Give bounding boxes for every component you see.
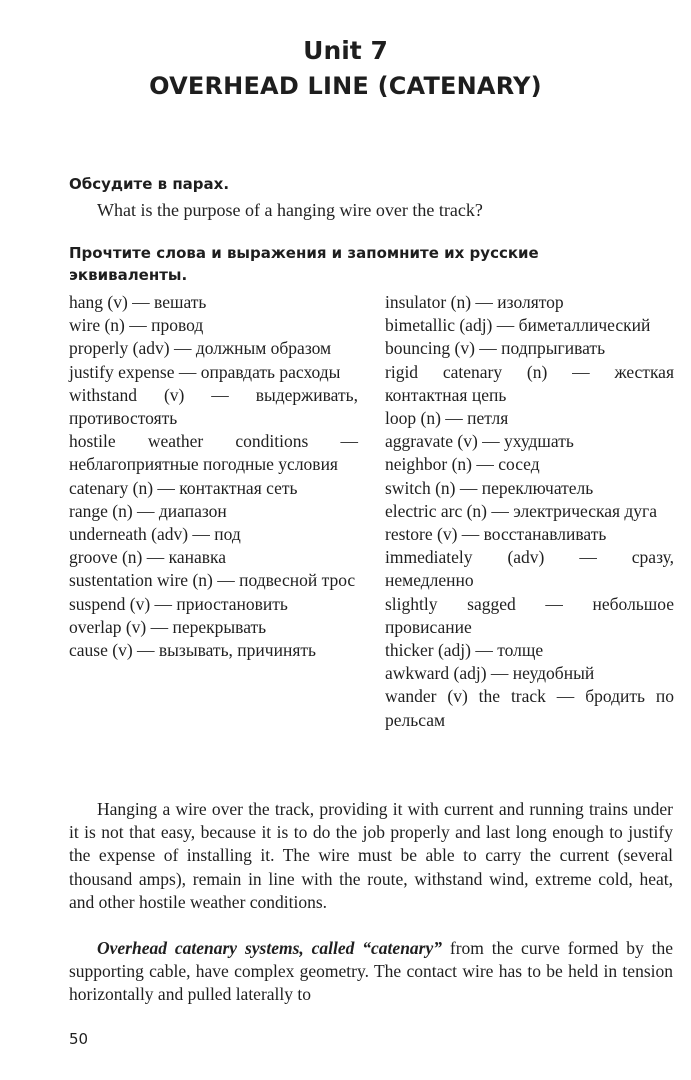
vocab-entry: catenary (n) — контактная сеть (69, 477, 298, 498)
unit-number: Unit 7 (303, 36, 388, 65)
vocab-entry: immediately (adv) — сразу, немедленно (385, 547, 674, 591)
vocab-entry: suspend (v) — приостановить (69, 593, 288, 614)
unit-title: OVERHEAD LINE (CATENARY) (149, 72, 542, 100)
key-term: Overhead catenary systems, called “catenary” (97, 938, 443, 958)
vocab-entry: loop (n) — петля (385, 408, 509, 429)
vocab-entry: bouncing (v) — подпрыгивать (385, 338, 606, 359)
paragraph-text: from the curve formed by the supporting cable, have complex geometry. The contact wire has to be held in tension horizontally and pulled laterally to (69, 938, 673, 1005)
vocabulary-right-column (385, 291, 674, 732)
vocab-entry: withstand (v) — выдерживать, противостоять (69, 384, 358, 429)
vocab-entry: wander (v) the track — бродить по рельсам (385, 686, 674, 730)
page-number: 50 (69, 1030, 89, 1048)
vocab-entry: properly (adv) — должным образом (69, 338, 332, 359)
vocab-entry: overlap (v) — перекрывать (69, 616, 267, 637)
vocab-entry: awkward (adj) — неудобный (385, 663, 595, 684)
vocab-entry: wire (n) — провод (69, 315, 204, 336)
vocab-entry: cause (v) — вызывать, причинять (69, 640, 316, 661)
vocab-entry: aggravate (v) — ухудшать (385, 431, 574, 452)
vocab-entry: bimetallic (adj) — биметаллический (385, 315, 651, 336)
discussion-instruction: Обсудите в парах. (69, 175, 230, 193)
vocab-entry: sustentation wire (n) — подвесной трос (69, 570, 356, 591)
body-paragraph-2 (69, 937, 673, 1007)
vocab-entry: restore (v) — восстанавливать (385, 524, 607, 545)
vocab-entry: slightly sagged — небольшое провисание (385, 593, 674, 637)
vocab-entry: hang (v) — вешать (69, 292, 207, 312)
discussion-question: What is the purpose of a hanging wire over the track? (97, 200, 483, 220)
vocab-entry: justify expense — оправдать расходы (69, 361, 341, 382)
vocab-entry: rigid catenary (n) — жесткая контактная цепь (385, 361, 674, 405)
vocab-entry: hostile weather conditions — неблагоприятные погодные условия (69, 431, 358, 475)
vocab-entry: insulator (n) — изолятор (385, 292, 564, 312)
vocab-entry: groove (n) — канавка (69, 547, 227, 568)
vocab-entry: switch (n) — переключатель (385, 477, 594, 498)
vocabulary-instruction: Прочтите слова и выражения и запомните их русские эквиваленты. (69, 244, 539, 284)
vocab-entry: electric arc (n) — электрическая дуга (385, 500, 657, 521)
vocab-entry: range (n) — диапазон (69, 500, 227, 521)
vocab-entry: neighbor (n) — сосед (385, 454, 540, 475)
vocab-entry: thicker (adj) — толще (385, 640, 544, 661)
body-paragraph-1: Hanging a wire over the track, providing it with current and running trains under it is not that easy, because it is to do the job properly and last long enough to justify the expense of installing it. The wire must be able to carry the current (several thousand amps), remain in line with the route, withstand wind, extreme cold, heat, and other hostile weather conditions. (69, 799, 673, 912)
vocabulary-left-column (69, 291, 358, 662)
vocab-entry: underneath (adv) — под (69, 524, 241, 545)
